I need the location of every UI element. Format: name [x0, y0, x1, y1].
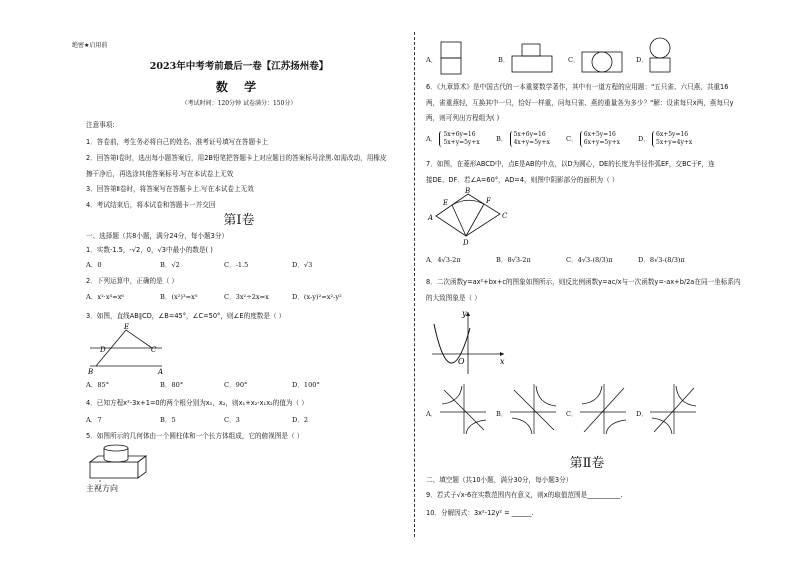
q4-option-c[interactable]: C．3 [224, 416, 240, 424]
q8-option-b[interactable]: B． [496, 410, 508, 418]
q2-option-d[interactable]: D．(x-y)²=x²-y² [292, 293, 342, 301]
q6-option-c-system [580, 131, 620, 147]
q6-option-a-system [439, 131, 479, 147]
q6-stem-line1: 6．《九章算术》是中国古代的一本重要数学著作，其中有一道方程的应用题："五只雀、六只燕，共重16 [426, 83, 729, 91]
q6-option-d[interactable] [638, 131, 692, 147]
q8-option-b-graph [508, 382, 560, 436]
q7-option-a[interactable]: A．4√3-2π [426, 256, 461, 264]
note-item: 2．回答第Ⅰ卷时，选出每小题答案后，用2B铅笔把答题卡上对应题目的答案标号涂黑.如需改动，用橡皮 [86, 154, 387, 162]
q6-option-d-eq2: 5x+y=4y+x [656, 139, 693, 146]
note-item: 4．考试结束后，将本试卷和答题卡一并交回 [86, 201, 216, 209]
q6-stem-line3: 两，则可列出方程组为( ) [426, 114, 500, 122]
q2-stem: 2．下列运算中，正确的是（ ） [86, 277, 179, 285]
q8-axis-origin: O [458, 357, 465, 366]
q3-parallel-lines-figure [86, 322, 176, 378]
q6-option-b[interactable] [496, 131, 550, 147]
q1-option-a[interactable]: A．0 [86, 261, 102, 269]
q2-option-c[interactable]: C．3x²÷2x=x [224, 293, 269, 301]
q4-option-b[interactable]: B．5 [160, 416, 176, 424]
q6-option-d-eq1: 6x+5y=16 [656, 131, 689, 138]
q3-option-a[interactable]: A．85° [86, 381, 110, 389]
note-item: 1．答卷前，考生务必将自己的姓名、准考证号填写在答题卡上 [86, 138, 269, 146]
subject-title: 数 学 [215, 80, 263, 94]
q6-option-c[interactable] [566, 131, 620, 147]
q6-option-a-label: A． [426, 135, 438, 143]
q7-label-c: C [502, 212, 508, 220]
q3-option-d[interactable]: D．100° [292, 381, 320, 389]
secret-mark: 绝密★启用前 [72, 42, 108, 49]
q6-option-b-label: B． [496, 135, 508, 143]
q7-label-e: E [443, 199, 449, 207]
q8-axis-y: y [462, 309, 467, 318]
column-divider [414, 32, 415, 537]
q4-option-a[interactable]: A．7 [86, 416, 102, 424]
q6-option-a[interactable] [426, 131, 480, 147]
q7-option-c[interactable]: C．4√3-(8/3)π [566, 256, 613, 264]
q8-parabola-graph [428, 308, 510, 376]
q6-option-d-label: D． [638, 135, 650, 143]
q3-option-c[interactable]: C．90° [224, 381, 248, 389]
q5-solid-figure [86, 444, 156, 484]
q5-option-b[interactable]: B． [498, 56, 510, 64]
q5-option-c-figure [580, 40, 626, 76]
exam-title: 2023年中考考前最后一卷【江苏扬州卷】 [149, 61, 329, 72]
q8-option-c[interactable]: C． [566, 410, 578, 418]
q5-option-d-figure [648, 36, 678, 76]
q10-stem: 10．分解因式：3x²-12y² = ______. [426, 509, 534, 517]
notes-heading: 注意事项: [86, 121, 115, 129]
q7-option-b[interactable]: B．8√3-2π [496, 256, 531, 264]
q8-option-a[interactable]: A． [426, 410, 438, 418]
section2-intro: 二、填空题（共10小题，满分30分，每小题3分） [426, 476, 573, 484]
q8-stem-line1: 8．二次函数y=ax²+bx+c的图象如图所示，则反比例函数y=ac/x与一次函数y=-ax+b/2a在同一坐标系内 [426, 278, 741, 286]
q7-label-b: B [465, 187, 471, 195]
q4-stem: 4．已知方程x²-3x+1=0的两个根分别为x₁，x₂，则x₁+x₂-x₁x₂的值为（ ） [86, 399, 308, 407]
q5-stem: 5．如图所示的几何体由一个圆柱体和一个长方体组成，它的俯视图是（ ） [86, 432, 304, 440]
q1-option-b[interactable]: B．√2 [160, 261, 180, 269]
q7-label-f: F [486, 197, 491, 205]
q8-option-a-graph [438, 382, 490, 436]
q8-option-d[interactable]: D． [636, 410, 648, 418]
q6-stem-line2: 两，雀重燕轻，互换其中一只，恰好一样重，问每只雀、燕的重量各为多少？"解：设雀每只x两，燕每只y [426, 99, 734, 107]
q5-option-a-figure [439, 40, 465, 76]
q6-option-a-eq1: 5x+6y=16 [443, 131, 476, 138]
note-item: 3．回答第Ⅱ卷时，将答案写在答题卡上.写在本试卷上无效 [86, 185, 254, 193]
section2-title: 第Ⅱ卷 [569, 456, 605, 471]
q6-option-c-label: C． [566, 135, 578, 143]
q6-option-c-eq1: 6x+5y=16 [583, 131, 616, 138]
q8-stem-line2: 的大致图象是（ ） [426, 294, 481, 302]
q6-option-b-eq2: 4x+y=5y+x [513, 139, 550, 146]
q1-stem: 1．实数-1.5，-√2，0，√3中最小的数是( ) [86, 246, 213, 254]
q6-option-c-eq2: 6x+y=5y+x [583, 139, 621, 146]
q2-option-a[interactable]: A．x²·x³=x⁶ [86, 293, 125, 301]
q3-label-b: B [88, 368, 94, 376]
section1-title: 第Ⅰ卷 [223, 213, 255, 228]
q8-option-d-graph [648, 382, 700, 436]
q3-label-a: A [158, 368, 164, 376]
q2-option-b[interactable]: B．(x²)³=x⁵ [160, 293, 198, 301]
q7-stem-line2: 接DE、DF．若∠A=60°，AD=4，则图中阴影部分的面积为（ ） [426, 176, 619, 184]
q8-option-c-graph [578, 382, 630, 436]
q5-option-b-figure [510, 40, 556, 76]
q5-option-c[interactable]: C． [568, 56, 580, 64]
q7-label-d: D [463, 239, 469, 247]
q4-option-d[interactable]: D．2 [292, 416, 309, 424]
section1-intro: 一、选择题（共8小题，满分24分，每小题3分） [86, 232, 229, 240]
q6-option-b-system [510, 131, 550, 147]
q7-stem-line1: 7．如图，在菱形ABCD中，点E是AB的中点，以D为圆心，DE的长度为半径作弧EF，交BC于F，连 [426, 160, 715, 168]
note-item: 擦干净后，再选涂其他答案标号.写在本试卷上无效 [86, 170, 234, 178]
q6-option-b-eq1: 5x+6y=16 [513, 131, 546, 138]
q3-label-d: D [100, 346, 106, 354]
q6-option-d-system [652, 131, 692, 147]
q3-label-e: E [124, 323, 130, 331]
q3-stem: 3．如图，直线AB∥CD，∠B=45°，∠C=50°，则∠E的度数是（ ） [86, 312, 286, 320]
q6-option-a-eq2: 5x+y=5y+x [443, 139, 480, 146]
q5-view-direction-label: 主视方向 [86, 484, 118, 493]
q3-label-c: C [151, 346, 157, 354]
q1-option-c[interactable]: C．-1.5 [224, 261, 249, 269]
q3-option-b[interactable]: B．80° [160, 381, 184, 389]
q7-label-a: A [428, 214, 434, 222]
q5-option-a[interactable]: A． [426, 56, 438, 64]
q7-rhombus-figure [428, 187, 512, 248]
q1-option-d[interactable]: D．√3 [292, 261, 313, 269]
q5-option-d[interactable]: D． [636, 56, 648, 64]
exam-meta: （考试时间：120分钟 试卷满分：150分） [181, 100, 297, 107]
q9-stem: 9．若式子√x-6在实数范围内有意义，则x的取值范围是__________. [426, 491, 623, 499]
q7-option-d[interactable]: D．8√3-(8/3)π [638, 256, 685, 264]
q8-axis-x: x [500, 357, 505, 366]
